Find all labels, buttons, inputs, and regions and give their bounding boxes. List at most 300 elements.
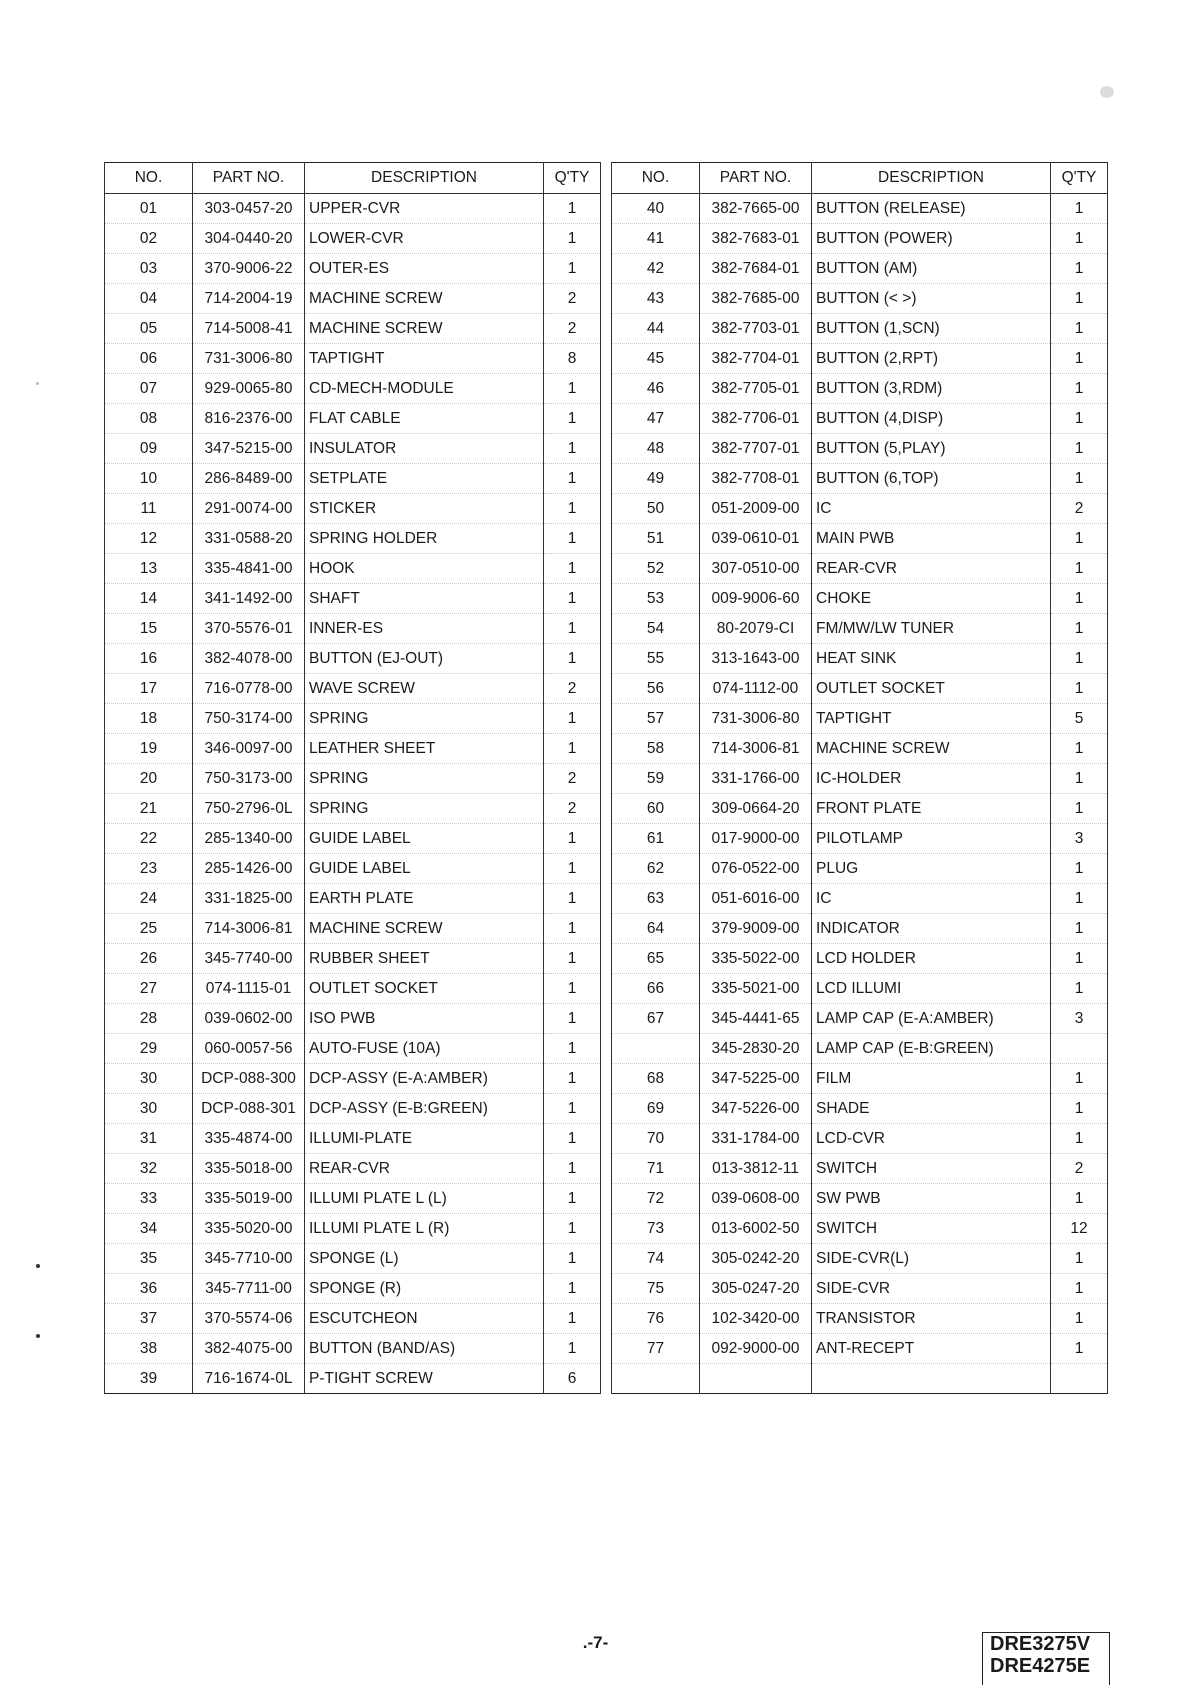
cell-qty: 1	[544, 1004, 601, 1034]
cell-part-no: 382-7707-01	[700, 434, 812, 464]
cell-part-no: 313-1643-00	[700, 644, 812, 674]
cell-no: 54	[612, 614, 700, 644]
table-row	[612, 944, 1108, 974]
cell-description: TRANSISTOR	[812, 1304, 1051, 1334]
cell-no: 65	[612, 944, 700, 974]
table-row	[612, 1094, 1108, 1124]
cell-qty: 1	[1051, 1094, 1108, 1124]
cell-qty: 1	[544, 1334, 601, 1364]
cell-part-no: 285-1426-00	[193, 854, 305, 884]
cell-qty: 1	[1051, 254, 1108, 284]
table-row	[612, 1334, 1108, 1364]
cell-part-no: 929-0065-80	[193, 374, 305, 404]
cell-qty: 1	[1051, 524, 1108, 554]
table-row	[105, 914, 601, 944]
table-row	[105, 194, 601, 224]
model-number-box	[982, 1632, 1110, 1685]
cell-no: 17	[105, 674, 193, 704]
table-row	[105, 854, 601, 884]
cell-no: 37	[105, 1304, 193, 1334]
cell-no	[612, 1034, 700, 1064]
table-row	[612, 674, 1108, 704]
cell-description: PLUG	[812, 854, 1051, 884]
table-row	[612, 284, 1108, 314]
table-row	[612, 854, 1108, 884]
cell-qty: 1	[544, 704, 601, 734]
header-description: DESCRIPTION	[305, 163, 544, 194]
table-row	[105, 1364, 601, 1394]
cell-qty: 1	[1051, 314, 1108, 344]
cell-part-no: 076-0522-00	[700, 854, 812, 884]
cell-part-no: 331-1766-00	[700, 764, 812, 794]
cell-part-no: 335-5020-00	[193, 1214, 305, 1244]
cell-description: SPONGE (R)	[305, 1274, 544, 1304]
cell-description: MACHINE SCREW	[305, 314, 544, 344]
table-row	[105, 884, 601, 914]
cell-part-no: 714-5008-41	[193, 314, 305, 344]
table-row	[105, 284, 601, 314]
cell-description: MAIN PWB	[812, 524, 1051, 554]
table-row	[612, 1244, 1108, 1274]
cell-part-no: 341-1492-00	[193, 584, 305, 614]
cell-no: 12	[105, 524, 193, 554]
cell-qty: 1	[1051, 1124, 1108, 1154]
cell-qty: 1	[544, 1094, 601, 1124]
cell-no: 67	[612, 1004, 700, 1034]
table-row	[612, 224, 1108, 254]
cell-description: SPRING HOLDER	[305, 524, 544, 554]
cell-qty: 1	[1051, 1334, 1108, 1364]
cell-part-no: 331-1825-00	[193, 884, 305, 914]
cell-qty: 3	[1051, 824, 1108, 854]
cell-description: SPRING	[305, 764, 544, 794]
table-row	[105, 314, 601, 344]
cell-description: STICKER	[305, 494, 544, 524]
cell-description: INNER-ES	[305, 614, 544, 644]
table-row	[105, 764, 601, 794]
cell-description: SIDE-CVR(L)	[812, 1244, 1051, 1274]
table-row	[612, 1004, 1108, 1034]
table-row	[105, 1004, 601, 1034]
cell-part-no: 382-7683-01	[700, 224, 812, 254]
cell-no: 48	[612, 434, 700, 464]
table-row	[105, 584, 601, 614]
cell-no: 57	[612, 704, 700, 734]
model-number: DRE4275E	[990, 1655, 1091, 1677]
cell-part-no: 345-4441-65	[700, 1004, 812, 1034]
table-row	[105, 374, 601, 404]
cell-no: 06	[105, 344, 193, 374]
header-no: NO.	[612, 163, 700, 194]
cell-no: 11	[105, 494, 193, 524]
cell-part-no: 382-7685-00	[700, 284, 812, 314]
cell-part-no: 335-5018-00	[193, 1154, 305, 1184]
cell-qty: 2	[544, 674, 601, 704]
cell-no: 70	[612, 1124, 700, 1154]
table-row	[612, 554, 1108, 584]
cell-description: MACHINE SCREW	[305, 284, 544, 314]
scan-speck	[36, 1264, 40, 1268]
table-row	[105, 1184, 601, 1214]
cell-description: BUTTON (AM)	[812, 254, 1051, 284]
table-row	[612, 344, 1108, 374]
cell-qty: 1	[1051, 1184, 1108, 1214]
header-no: NO.	[105, 163, 193, 194]
cell-part-no: 80-2079-CI	[700, 614, 812, 644]
table-row	[612, 404, 1108, 434]
table-row	[612, 614, 1108, 644]
table-row	[612, 734, 1108, 764]
cell-part-no: 307-0510-00	[700, 554, 812, 584]
cell-qty: 1	[1051, 284, 1108, 314]
table-row	[612, 1154, 1108, 1184]
cell-part-no: 039-0608-00	[700, 1184, 812, 1214]
cell-no: 73	[612, 1214, 700, 1244]
cell-description: TAPTIGHT	[305, 344, 544, 374]
cell-description: BUTTON (1,SCN)	[812, 314, 1051, 344]
cell-part-no: 347-5225-00	[700, 1064, 812, 1094]
cell-part-no: 382-4078-00	[193, 644, 305, 674]
cell-no: 08	[105, 404, 193, 434]
cell-part-no: 051-6016-00	[700, 884, 812, 914]
cell-no: 34	[105, 1214, 193, 1244]
table-row	[612, 1124, 1108, 1154]
header-qty: Q'TY	[544, 163, 601, 194]
table-row	[612, 524, 1108, 554]
cell-part-no: 309-0664-20	[700, 794, 812, 824]
cell-part-no: 013-3812-11	[700, 1154, 812, 1184]
cell-qty: 1	[544, 884, 601, 914]
table-row	[105, 344, 601, 374]
cell-description: BUTTON (EJ-OUT)	[305, 644, 544, 674]
cell-part-no: 303-0457-20	[193, 194, 305, 224]
cell-description: FRONT PLATE	[812, 794, 1051, 824]
cell-description: UPPER-CVR	[305, 194, 544, 224]
table-row	[612, 794, 1108, 824]
table-row	[105, 254, 601, 284]
cell-no: 51	[612, 524, 700, 554]
table-row	[105, 1124, 601, 1154]
cell-no: 30	[105, 1094, 193, 1124]
cell-no: 43	[612, 284, 700, 314]
cell-part-no	[700, 1364, 812, 1394]
cell-no: 66	[612, 974, 700, 1004]
cell-description: BUTTON (RELEASE)	[812, 194, 1051, 224]
cell-no: 32	[105, 1154, 193, 1184]
cell-description: IC	[812, 494, 1051, 524]
cell-description: FLAT CABLE	[305, 404, 544, 434]
cell-part-no: 291-0074-00	[193, 494, 305, 524]
cell-description: P-TIGHT SCREW	[305, 1364, 544, 1394]
cell-qty: 1	[1051, 734, 1108, 764]
cell-qty: 1	[544, 944, 601, 974]
cell-description: SW PWB	[812, 1184, 1051, 1214]
cell-description: FM/MW/LW TUNER	[812, 614, 1051, 644]
cell-no: 47	[612, 404, 700, 434]
cell-description: FILM	[812, 1064, 1051, 1094]
cell-qty: 1	[1051, 374, 1108, 404]
cell-qty: 1	[544, 644, 601, 674]
cell-part-no: 382-7704-01	[700, 344, 812, 374]
cell-no: 02	[105, 224, 193, 254]
cell-description: CHOKE	[812, 584, 1051, 614]
cell-qty: 1	[544, 1244, 601, 1274]
cell-description: REAR-CVR	[812, 554, 1051, 584]
cell-no: 40	[612, 194, 700, 224]
cell-part-no: 074-1112-00	[700, 674, 812, 704]
cell-no: 69	[612, 1094, 700, 1124]
header-part-no: PART NO.	[193, 163, 305, 194]
cell-qty: 1	[544, 254, 601, 284]
cell-description: OUTLET SOCKET	[812, 674, 1051, 704]
cell-description: EARTH PLATE	[305, 884, 544, 914]
table-row	[105, 674, 601, 704]
table-row	[105, 1274, 601, 1304]
cell-no: 31	[105, 1124, 193, 1154]
cell-part-no: 305-0247-20	[700, 1274, 812, 1304]
table-row	[612, 434, 1108, 464]
cell-no: 26	[105, 944, 193, 974]
cell-part-no: 051-2009-00	[700, 494, 812, 524]
cell-no: 38	[105, 1334, 193, 1364]
cell-part-no: 335-5021-00	[700, 974, 812, 1004]
table-row	[105, 1214, 601, 1244]
cell-description: LAMP CAP (E-A:AMBER)	[812, 1004, 1051, 1034]
table-row	[612, 824, 1108, 854]
cell-no: 50	[612, 494, 700, 524]
cell-description: BUTTON (POWER)	[812, 224, 1051, 254]
cell-no: 52	[612, 554, 700, 584]
cell-no: 71	[612, 1154, 700, 1184]
cell-description: AUTO-FUSE (10A)	[305, 1034, 544, 1064]
cell-qty: 1	[1051, 224, 1108, 254]
table-row	[612, 1304, 1108, 1334]
table-row	[612, 1034, 1108, 1064]
table-row	[105, 494, 601, 524]
cell-description: MACHINE SCREW	[812, 734, 1051, 764]
cell-description: SETPLATE	[305, 464, 544, 494]
table-row	[105, 1034, 601, 1064]
cell-part-no: 714-3006-81	[700, 734, 812, 764]
cell-description: LCD-CVR	[812, 1124, 1051, 1154]
cell-no: 19	[105, 734, 193, 764]
cell-no: 77	[612, 1334, 700, 1364]
cell-no: 27	[105, 974, 193, 1004]
table-row	[105, 734, 601, 764]
cell-qty: 2	[1051, 1154, 1108, 1184]
table-row	[105, 1334, 601, 1364]
table-row	[612, 884, 1108, 914]
cell-part-no: 286-8489-00	[193, 464, 305, 494]
cell-part-no: DCP-088-300	[193, 1064, 305, 1094]
cell-description: BUTTON (4,DISP)	[812, 404, 1051, 434]
cell-no: 63	[612, 884, 700, 914]
table-row	[612, 1184, 1108, 1214]
table-row	[105, 554, 601, 584]
cell-part-no: 750-2796-0L	[193, 794, 305, 824]
cell-part-no: 039-0610-01	[700, 524, 812, 554]
cell-qty: 1	[1051, 794, 1108, 824]
table-row	[612, 1274, 1108, 1304]
header-part-no: PART NO.	[700, 163, 812, 194]
table-row	[105, 704, 601, 734]
cell-no: 20	[105, 764, 193, 794]
cell-no: 21	[105, 794, 193, 824]
cell-description: BUTTON (6,TOP)	[812, 464, 1051, 494]
cell-description: INSULATOR	[305, 434, 544, 464]
cell-part-no: 731-3006-80	[700, 704, 812, 734]
cell-no: 61	[612, 824, 700, 854]
cell-part-no: 370-5574-06	[193, 1304, 305, 1334]
table-row	[105, 464, 601, 494]
cell-description: LCD HOLDER	[812, 944, 1051, 974]
cell-part-no: 013-6002-50	[700, 1214, 812, 1244]
cell-part-no: DCP-088-301	[193, 1094, 305, 1124]
cell-description: IC	[812, 884, 1051, 914]
cell-qty: 1	[544, 524, 601, 554]
cell-part-no: 345-7711-00	[193, 1274, 305, 1304]
cell-qty: 1	[1051, 854, 1108, 884]
cell-no: 45	[612, 344, 700, 374]
cell-qty: 1	[544, 434, 601, 464]
cell-part-no: 731-3006-80	[193, 344, 305, 374]
cell-part-no: 347-5215-00	[193, 434, 305, 464]
cell-part-no: 347-5226-00	[700, 1094, 812, 1124]
table-row	[105, 224, 601, 254]
cell-no: 49	[612, 464, 700, 494]
cell-no: 64	[612, 914, 700, 944]
cell-qty: 1	[1051, 584, 1108, 614]
cell-no: 56	[612, 674, 700, 704]
cell-qty	[1051, 1364, 1108, 1394]
cell-qty: 1	[1051, 404, 1108, 434]
cell-no: 33	[105, 1184, 193, 1214]
cell-qty: 1	[544, 974, 601, 1004]
cell-no: 09	[105, 434, 193, 464]
table-row	[105, 614, 601, 644]
cell-description: LEATHER SHEET	[305, 734, 544, 764]
cell-part-no: 335-4841-00	[193, 554, 305, 584]
table-row	[105, 794, 601, 824]
cell-qty: 1	[544, 224, 601, 254]
cell-no: 23	[105, 854, 193, 884]
cell-no: 58	[612, 734, 700, 764]
cell-no: 18	[105, 704, 193, 734]
cell-description: LCD ILLUMI	[812, 974, 1051, 1004]
cell-part-no: 335-4874-00	[193, 1124, 305, 1154]
cell-part-no: 382-7665-00	[700, 194, 812, 224]
cell-description: HEAT SINK	[812, 644, 1051, 674]
cell-qty: 1	[544, 1034, 601, 1064]
cell-part-no: 750-3173-00	[193, 764, 305, 794]
table-row	[105, 944, 601, 974]
cell-no: 76	[612, 1304, 700, 1334]
cell-description: BUTTON (3,RDM)	[812, 374, 1051, 404]
cell-qty: 1	[1051, 614, 1108, 644]
cell-no: 04	[105, 284, 193, 314]
cell-part-no: 382-7705-01	[700, 374, 812, 404]
cell-qty: 1	[544, 854, 601, 884]
scan-speck	[1100, 86, 1114, 98]
cell-description: SPONGE (L)	[305, 1244, 544, 1274]
cell-qty: 1	[544, 1214, 601, 1244]
cell-qty: 5	[1051, 704, 1108, 734]
cell-part-no: 346-0097-00	[193, 734, 305, 764]
cell-description: TAPTIGHT	[812, 704, 1051, 734]
cell-part-no: 102-3420-00	[700, 1304, 812, 1334]
cell-no: 46	[612, 374, 700, 404]
cell-description: SPRING	[305, 704, 544, 734]
table-row	[105, 974, 601, 1004]
table-row	[612, 644, 1108, 674]
table-row	[105, 1064, 601, 1094]
cell-qty: 1	[1051, 644, 1108, 674]
cell-qty: 1	[544, 734, 601, 764]
cell-qty: 1	[1051, 914, 1108, 944]
cell-no: 41	[612, 224, 700, 254]
table-row	[612, 374, 1108, 404]
cell-part-no: 074-1115-01	[193, 974, 305, 1004]
cell-no: 59	[612, 764, 700, 794]
header-qty: Q'TY	[1051, 163, 1108, 194]
table-row	[612, 464, 1108, 494]
cell-description: SHAFT	[305, 584, 544, 614]
cell-description: SWITCH	[812, 1214, 1051, 1244]
parts-table-right-body	[612, 194, 1108, 1394]
table-header-row	[612, 163, 1108, 194]
cell-qty: 1	[544, 404, 601, 434]
cell-qty: 1	[1051, 1274, 1108, 1304]
cell-no: 39	[105, 1364, 193, 1394]
cell-no: 14	[105, 584, 193, 614]
cell-part-no: 345-7710-00	[193, 1244, 305, 1274]
cell-part-no: 382-4075-00	[193, 1334, 305, 1364]
cell-part-no: 382-7703-01	[700, 314, 812, 344]
cell-qty: 3	[1051, 1004, 1108, 1034]
cell-no: 44	[612, 314, 700, 344]
cell-qty: 1	[544, 464, 601, 494]
cell-no: 53	[612, 584, 700, 614]
cell-part-no: 382-7684-01	[700, 254, 812, 284]
cell-no: 24	[105, 884, 193, 914]
cell-qty: 1	[1051, 974, 1108, 1004]
cell-description: LOWER-CVR	[305, 224, 544, 254]
table-row	[612, 1364, 1108, 1394]
cell-no: 15	[105, 614, 193, 644]
cell-qty: 1	[544, 1184, 601, 1214]
cell-part-no: 331-0588-20	[193, 524, 305, 554]
cell-description: OUTER-ES	[305, 254, 544, 284]
cell-qty: 2	[1051, 494, 1108, 524]
cell-qty: 1	[1051, 434, 1108, 464]
cell-description: MACHINE SCREW	[305, 914, 544, 944]
cell-description: ILLUMI PLATE L (R)	[305, 1214, 544, 1244]
cell-qty: 1	[1051, 554, 1108, 584]
cell-description: GUIDE LABEL	[305, 854, 544, 884]
cell-part-no: 304-0440-20	[193, 224, 305, 254]
cell-part-no: 331-1784-00	[700, 1124, 812, 1154]
cell-no: 55	[612, 644, 700, 674]
cell-no: 30	[105, 1064, 193, 1094]
table-row	[612, 974, 1108, 1004]
cell-description: LAMP CAP (E-B:GREEN)	[812, 1034, 1051, 1064]
cell-qty: 1	[1051, 344, 1108, 374]
page-number: .-7-	[582, 1633, 609, 1652]
cell-description: SIDE-CVR	[812, 1274, 1051, 1304]
cell-part-no: 345-7740-00	[193, 944, 305, 974]
table-row	[612, 314, 1108, 344]
cell-part-no: 060-0057-56	[193, 1034, 305, 1064]
